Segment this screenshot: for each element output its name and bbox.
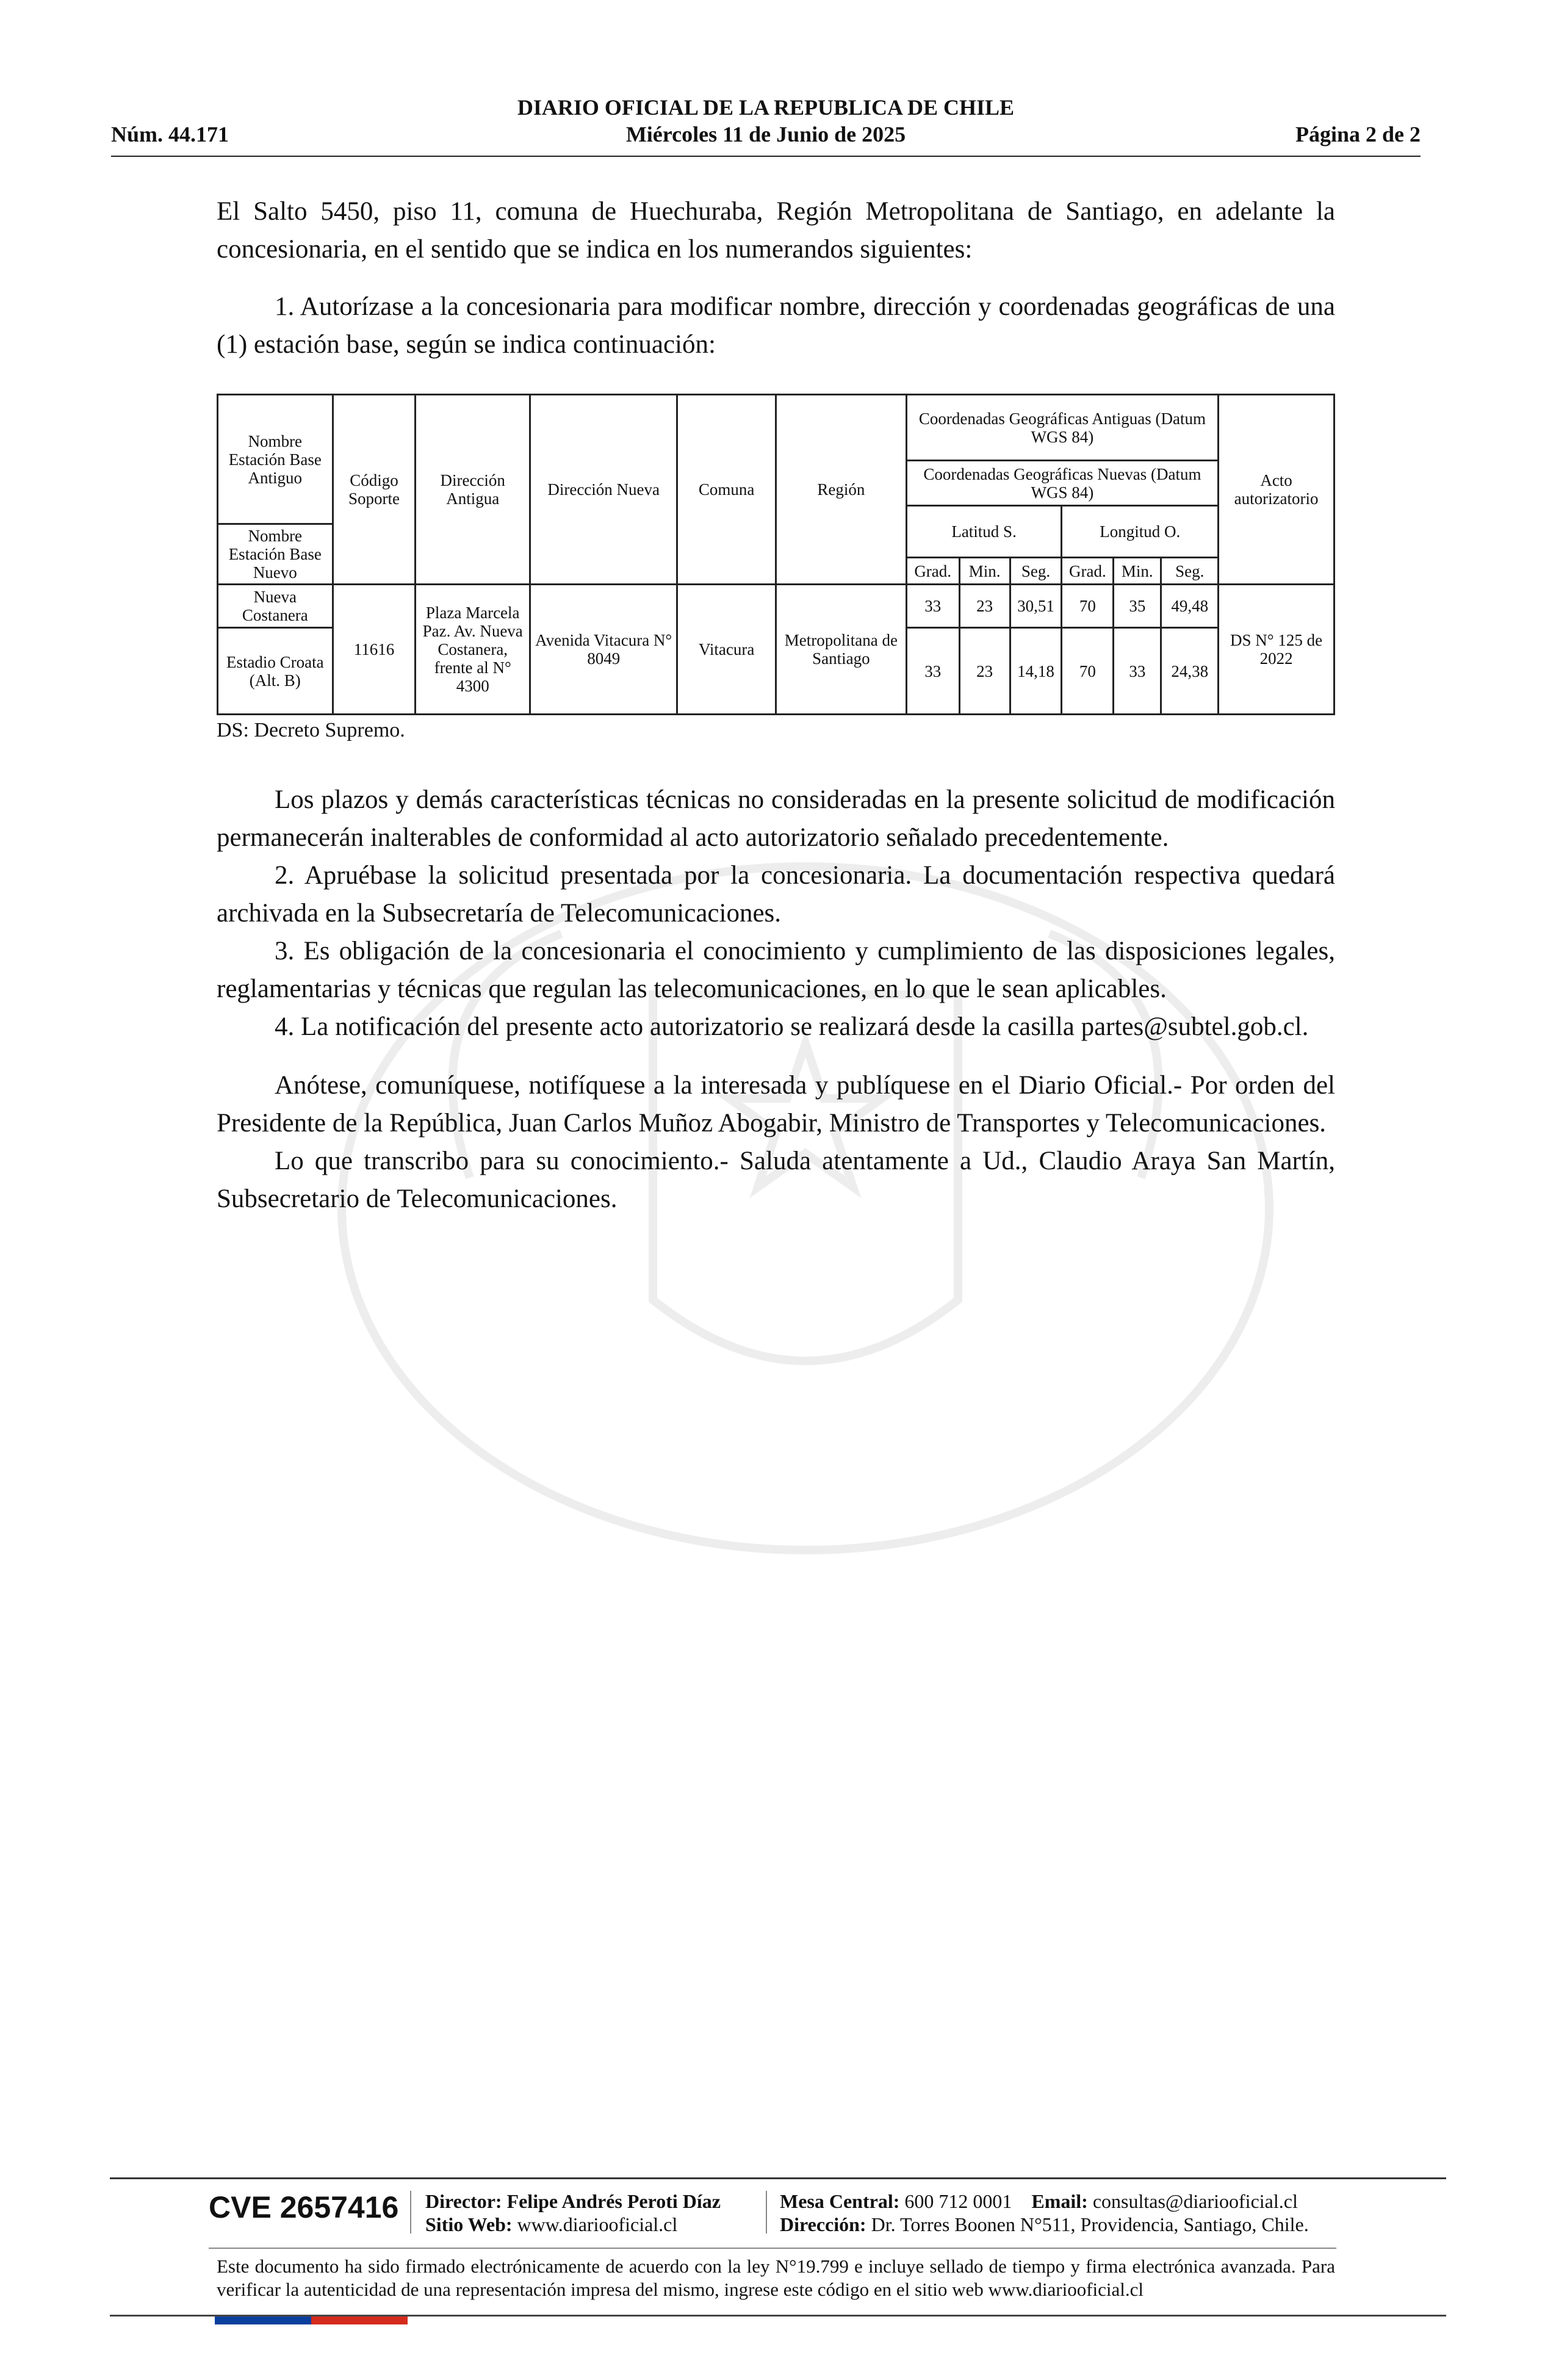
footer-contact-block bbox=[780, 2190, 1309, 2236]
cell-new-lon-grad: 70 bbox=[1062, 628, 1114, 715]
header-old-name: Nombre Estación Base Antiguo bbox=[218, 395, 333, 524]
header-old-address: Dirección Antigua bbox=[416, 395, 530, 585]
header-code: Código Soporte bbox=[333, 395, 416, 585]
newspaper-title: DIARIO OFICIAL DE LA REPUBLICA DE CHILE bbox=[517, 95, 1015, 120]
station-table bbox=[217, 394, 1335, 715]
director-name: Felipe Andrés Peroti Díaz bbox=[506, 2190, 721, 2212]
header-lat-grad: Grad. bbox=[906, 558, 959, 585]
header-region: Región bbox=[776, 395, 907, 585]
transcribo-paragraph: Lo que transcribo para su conocimiento.- Saluda atentamente a Ud., Claudio Araya San Martín, Subsecretario de Telecomunicaciones. bbox=[217, 1147, 1335, 1213]
item-3-paragraph: 3. Es obligación de la concesionaria el conocimiento y cumplimiento de las disposiciones legales, reglamentarias y técnicas que regulan las telecomunicaciones, en lo que le sean aplicables. bbox=[217, 937, 1335, 1003]
cell-new-lon-seg: 24,38 bbox=[1161, 628, 1219, 715]
cell-old-lat-seg: 30,51 bbox=[1010, 585, 1062, 628]
cell-new-address: Avenida Vitacura N° 8049 bbox=[530, 585, 677, 715]
issue-number: Núm. 44.171 bbox=[111, 122, 229, 146]
page-number: Página 2 de 2 bbox=[1295, 122, 1421, 146]
header-latitude: Latitud S. bbox=[906, 506, 1062, 558]
footer-separator bbox=[766, 2191, 767, 2234]
page-header bbox=[111, 95, 1421, 156]
footer-director-block bbox=[425, 2190, 721, 2236]
header-lat-min: Min. bbox=[959, 558, 1010, 585]
intro-paragraph: El Salto 5450, piso 11, comuna de Huechuraba, Región Metropolitana de Santiago, en adelante la concesionaria, en el sentido que se indica en los numerandos siguientes: bbox=[217, 197, 1335, 264]
email-link[interactable]: consultas@diariooficial.cl bbox=[1092, 2190, 1298, 2212]
header-lon-min: Min. bbox=[1114, 558, 1161, 585]
cell-new-lat-seg: 14,18 bbox=[1010, 628, 1062, 715]
email-label: Email: bbox=[1031, 2190, 1088, 2212]
director-label: Director: bbox=[425, 2190, 502, 2212]
header-comuna: Comuna bbox=[677, 395, 776, 585]
issue-date: Miércoles 11 de Junio de 2025 bbox=[625, 122, 906, 146]
header-acto: Acto autorizatorio bbox=[1219, 395, 1334, 585]
cell-old-address: Plaza Marcela Paz. Av. Nueva Costanera, frente al N° 4300 bbox=[416, 585, 530, 715]
mesa-label: Mesa Central: bbox=[780, 2190, 900, 2212]
cell-old-lat-min: 23 bbox=[959, 585, 1010, 628]
table-footnote: DS: Decreto Supremo. bbox=[217, 719, 405, 741]
footer-divider-top bbox=[110, 2177, 1446, 2179]
item-4-paragraph: 4. La notificación del presente acto autorizatorio se realizará desde la casilla partes@subtel.gob.cl. bbox=[275, 1012, 1309, 1041]
cell-old-lat-grad: 33 bbox=[906, 585, 959, 628]
cell-new-lat-min: 23 bbox=[959, 628, 1010, 715]
header-lon-grad: Grad. bbox=[1062, 558, 1114, 585]
plazos-paragraph: Los plazos y demás características técnicas no consideradas en la presente solicitud de modificación permanecerán inalterables de conformidad al acto autorizatorio señalado precedentemente. bbox=[217, 785, 1335, 852]
signature-note: Este documento ha sido firmado electrónicamente de acuerdo con la ley N°19.799 e incluye sellado de tiempo y firma electrónica avanzada. Para verificar la autenticidad de una representación impresa del mismo, ingrese este código en el sitio web www.diariooficial.cl bbox=[217, 2256, 1335, 2300]
footer-divider-middle bbox=[209, 2248, 1336, 2249]
header-lon-seg: Seg. bbox=[1161, 558, 1219, 585]
cell-old-name: Nueva Costanera bbox=[218, 585, 333, 628]
flag-stripe-blue bbox=[215, 2317, 311, 2324]
website-label: Sitio Web: bbox=[425, 2213, 513, 2235]
address-value: Dr. Torres Boonen N°511, Providencia, Santiago, Chile. bbox=[871, 2213, 1309, 2235]
header-old-coords: Coordenadas Geográficas Antiguas (Datum WGS 84) bbox=[906, 395, 1218, 461]
header-new-name: Nombre Estación Base Nuevo bbox=[218, 524, 333, 585]
item-2-paragraph: 2. Apruébase la solicitud presentada por la concesionaria. La documentación respectiva quedará archivada en la Subsecretaría de Telecomunicaciones. bbox=[217, 861, 1335, 928]
footer-separator bbox=[410, 2191, 411, 2234]
cell-region: Metropolitana de Santiago bbox=[776, 585, 907, 715]
resolution-block bbox=[217, 781, 1335, 1218]
flag-stripe-red bbox=[311, 2317, 408, 2324]
header-divider bbox=[111, 156, 1421, 157]
cell-new-name: Estadio Croata (Alt. B) bbox=[218, 628, 333, 715]
item-1-paragraph: 1. Autorízase a la concesionaria para modificar nombre, dirección y coordenadas geográficas de una (1) estación base, según se indica continuación: bbox=[217, 292, 1335, 359]
address-label: Dirección: bbox=[780, 2213, 866, 2235]
website-link[interactable]: www.diariooficial.cl bbox=[517, 2213, 678, 2235]
cell-old-lon-seg: 49,48 bbox=[1161, 585, 1219, 628]
header-new-coords: Coordenadas Geográficas Nuevas (Datum WGS 84) bbox=[906, 461, 1218, 506]
header-new-address: Dirección Nueva bbox=[530, 395, 677, 585]
cell-acto: DS N° 125 de 2022 bbox=[1219, 585, 1334, 715]
cell-old-lon-min: 35 bbox=[1114, 585, 1161, 628]
cve-code: CVE 2657416 bbox=[209, 2190, 399, 2224]
cell-new-lat-grad: 33 bbox=[906, 628, 959, 715]
header-longitude: Longitud O. bbox=[1062, 506, 1219, 558]
cell-code: 11616 bbox=[333, 585, 416, 715]
mesa-phone: 600 712 0001 bbox=[904, 2190, 1012, 2212]
cell-old-lon-grad: 70 bbox=[1062, 585, 1114, 628]
header-lat-seg: Seg. bbox=[1010, 558, 1062, 585]
cell-comuna: Vitacura bbox=[677, 585, 776, 715]
intro-block bbox=[217, 193, 1335, 364]
cell-new-lon-min: 33 bbox=[1114, 628, 1161, 715]
anotese-paragraph: Anótese, comuníquese, notifíquese a la interesada y publíquese en el Diario Oficial.- Por orden del Presidente de la República, Juan Carlos Muñoz Abogabir, Ministro de Transportes y Telecomunicaciones. bbox=[217, 1071, 1335, 1138]
